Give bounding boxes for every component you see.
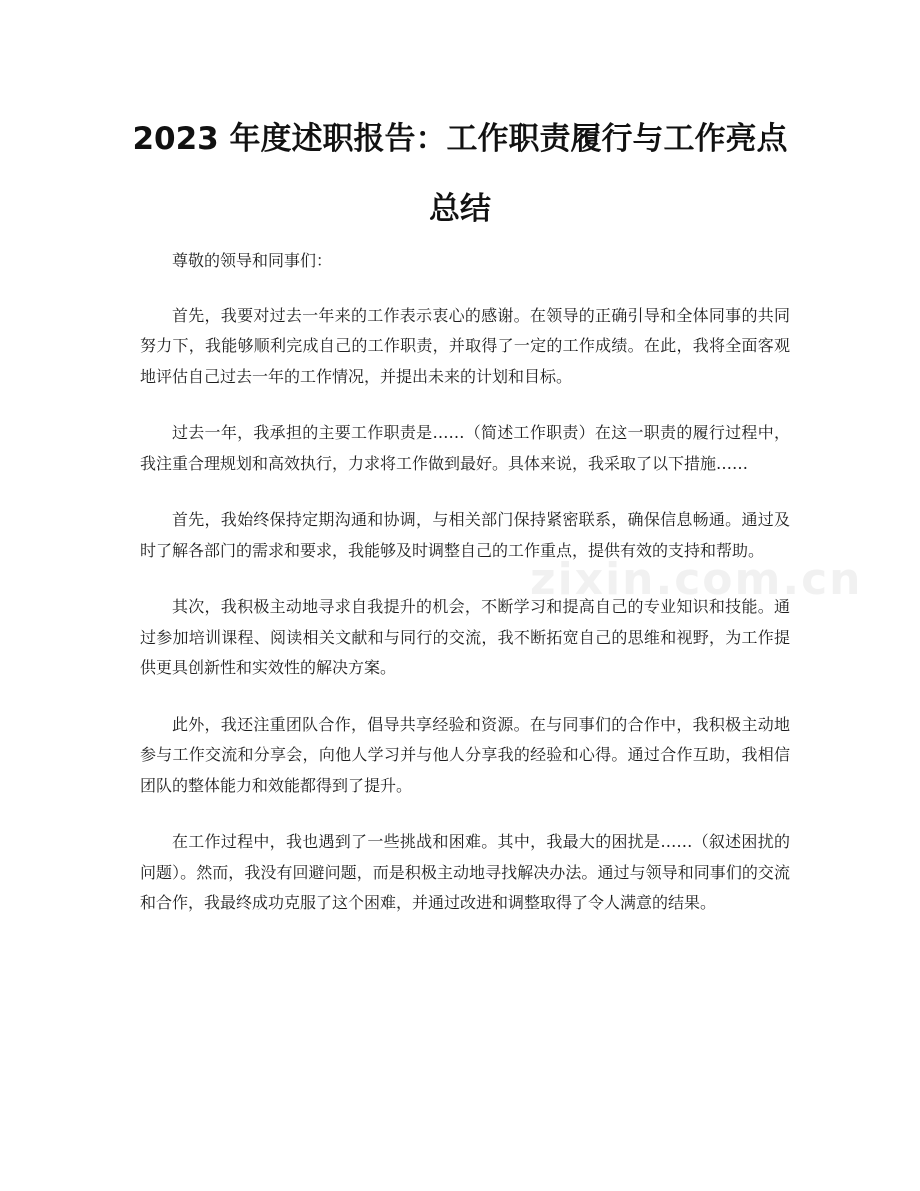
paragraph-5: 此外，我还注重团队合作，倡导共享经验和资源。在与同事们的合作中，我积极主动地参与工作交流和分享会，向他人学习并与他人分享我的经验和心得。通过合作互助，我相信团队的整体能力和效能都得到了提升。: [140, 714, 790, 795]
paragraph-2: 过去一年，我承担的主要工作职责是……（简述工作职责）在这一职责的履行过程中，我注重合理规划和高效执行，力求将工作做到最好。具体来说，我采取了以下措施……: [140, 423, 790, 473]
paragraph-4: 其次，我积极主动地寻求自我提升的机会，不断学习和提高自己的专业知识和技能。通过参加培训课程、阅读相关文献和与同行的交流，我不断拓宽自己的思维和视野，为工作提供更具创新性和实效性的解决方案。: [140, 597, 790, 677]
page-title: 2023 年度述职报告：工作职责履行与工作亮点总结: [132, 121, 788, 227]
watermark: zixin.com.cn: [530, 554, 863, 605]
document-body: [140, 246, 790, 945]
greeting: 尊敬的领导和同事们：: [172, 251, 333, 270]
paragraph-6: 在工作过程中，我也遇到了一些挑战和困难。其中，我最大的困扰是……（叙述困扰的问题）。然而，我没有回避问题，而是积极主动地寻找解决办法。通过与领导和同事们的交流和合作，我最终成功克服了这个困难，并通过改进和调整取得了令人满意的结果。: [140, 832, 790, 912]
paragraph-1: 首先，我要对过去一年来的工作表示衷心的感谢。在领导的正确引导和全体同事的共同努力下，我能够顺利完成自己的工作职责，并取得了一定的工作成绩。在此，我将全面客观地评估自己过去一年的工作情况，并提出未来的计划和目标。: [140, 305, 790, 386]
paragraph-3: 首先，我始终保持定期沟通和协调，与相关部门保持紧密联系，确保信息畅通。通过及时了解各部门的需求和要求，我能够及时调整自己的工作重点，提供有效的支持和帮助。: [140, 510, 790, 560]
